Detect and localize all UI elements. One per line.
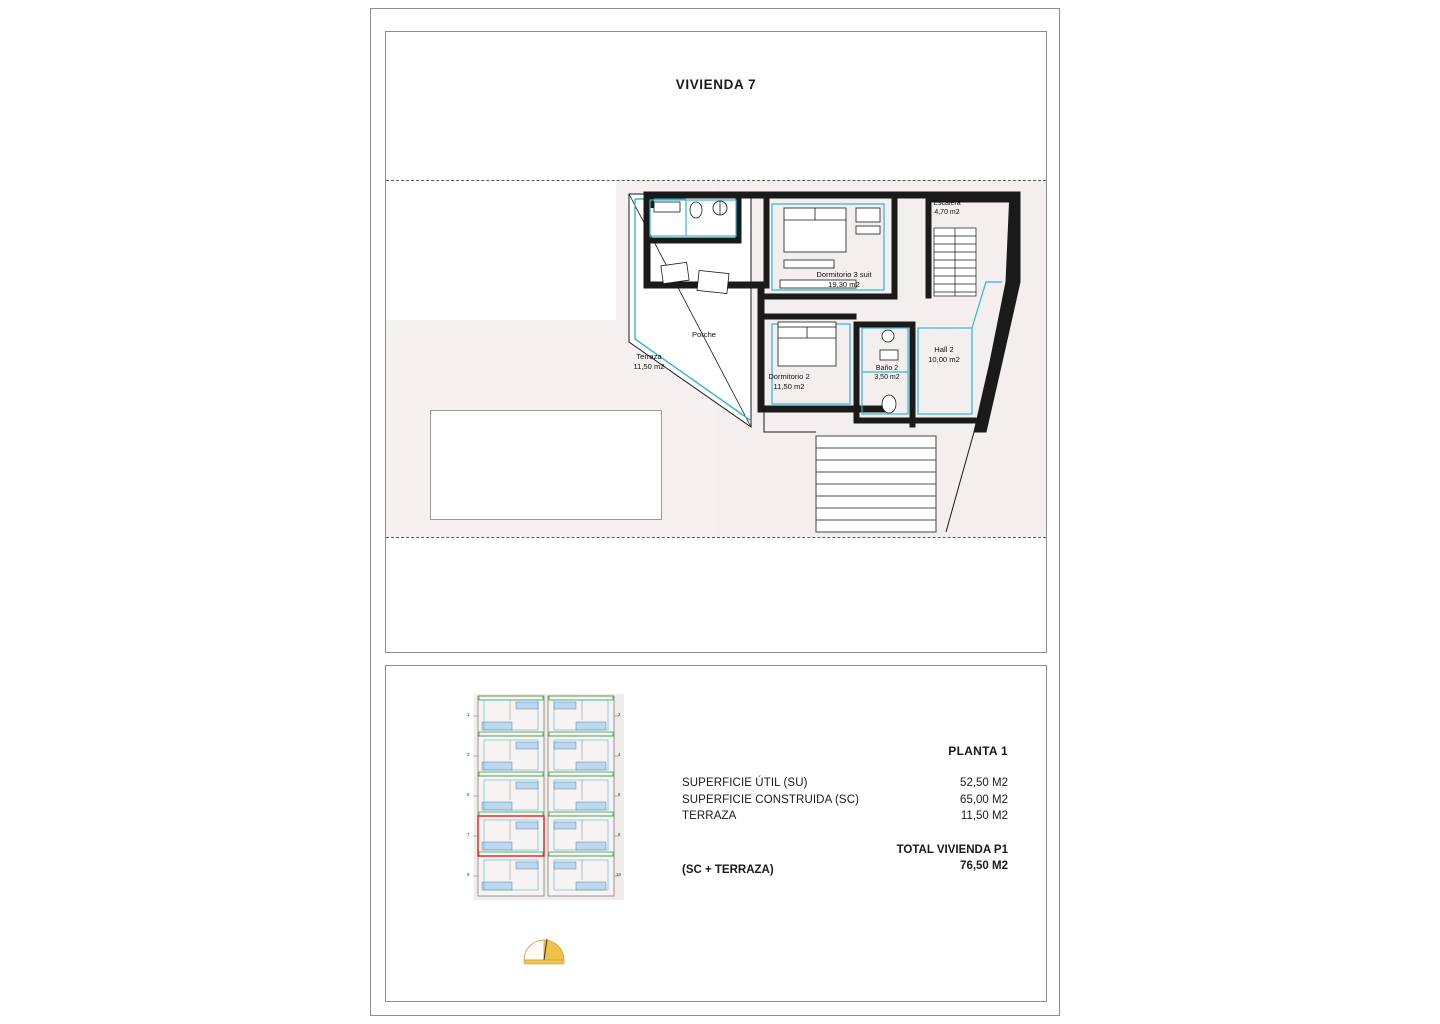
room-area: 11,50 m2 bbox=[773, 382, 805, 391]
room-name: Baño 2 bbox=[875, 365, 899, 372]
room-label-porche bbox=[669, 330, 739, 340]
svg-text:2: 2 bbox=[618, 712, 621, 717]
svg-text:3: 3 bbox=[467, 752, 470, 757]
area-label: SUPERFICIE ÚTIL (SU) bbox=[682, 777, 808, 789]
room-area: 11,50 m2 bbox=[633, 362, 665, 371]
svg-text:9: 9 bbox=[467, 872, 470, 877]
area-value: 65,00 M2 bbox=[960, 793, 1008, 806]
drawing-sheet bbox=[370, 8, 1060, 1016]
area-value: 11,50 M2 bbox=[960, 810, 1008, 822]
room-label-dormitorio-2 bbox=[739, 372, 839, 392]
floor-plan-drawing bbox=[386, 32, 1047, 653]
svg-text:6: 6 bbox=[618, 792, 621, 797]
total-condition: (SC + TERRAZA) bbox=[682, 864, 774, 876]
room-area: 3,50 m2 bbox=[874, 374, 900, 381]
room-label-hall-2 bbox=[904, 345, 984, 365]
room-area: 10,00 m2 bbox=[928, 355, 960, 364]
room-label-escalera bbox=[914, 199, 980, 217]
area-label: SUPERFICIE CONSTRUIDA (SC) bbox=[682, 793, 860, 806]
room-name: Escalera bbox=[933, 200, 961, 207]
key-plan bbox=[464, 690, 644, 905]
room-label-bano-2 bbox=[858, 364, 916, 382]
room-name: Terraza bbox=[636, 352, 662, 361]
room-name: Dormitorio 3 suit bbox=[816, 270, 872, 279]
north-arrow-icon bbox=[520, 934, 568, 982]
area-row bbox=[682, 794, 1032, 806]
planta-title: PLANTA 1 bbox=[948, 744, 1008, 758]
room-label-terraza bbox=[604, 352, 694, 372]
area-label: TERRAZA bbox=[682, 810, 737, 822]
svg-text:8: 8 bbox=[618, 832, 621, 837]
svg-text:4: 4 bbox=[618, 752, 621, 757]
area-row bbox=[682, 777, 1032, 789]
room-name: Dormitorio 2 bbox=[768, 372, 810, 381]
room-name: Hall 2 bbox=[934, 345, 954, 354]
floor-plan-panel bbox=[385, 31, 1047, 653]
info-panel bbox=[385, 665, 1047, 1002]
room-area: 4,70 m2 bbox=[934, 209, 960, 216]
svg-text:10: 10 bbox=[616, 872, 621, 877]
svg-text:7: 7 bbox=[467, 832, 470, 837]
svg-text:1: 1 bbox=[467, 712, 470, 717]
total-value: 76,50 M2 bbox=[960, 860, 1008, 872]
room-label-dormitorio-3-suit bbox=[784, 270, 904, 290]
room-name: Porche bbox=[691, 330, 717, 339]
area-row bbox=[682, 810, 1032, 822]
svg-text:5: 5 bbox=[467, 792, 470, 797]
total-label: TOTAL VIVIENDA P1 bbox=[896, 844, 1008, 856]
page-title: VIVIENDA 7 bbox=[675, 77, 757, 92]
area-value: 52,50 M2 bbox=[960, 777, 1008, 789]
total-block bbox=[682, 844, 1032, 876]
area-summary bbox=[682, 744, 1032, 876]
room-area: 19,30 m2 bbox=[828, 280, 860, 289]
